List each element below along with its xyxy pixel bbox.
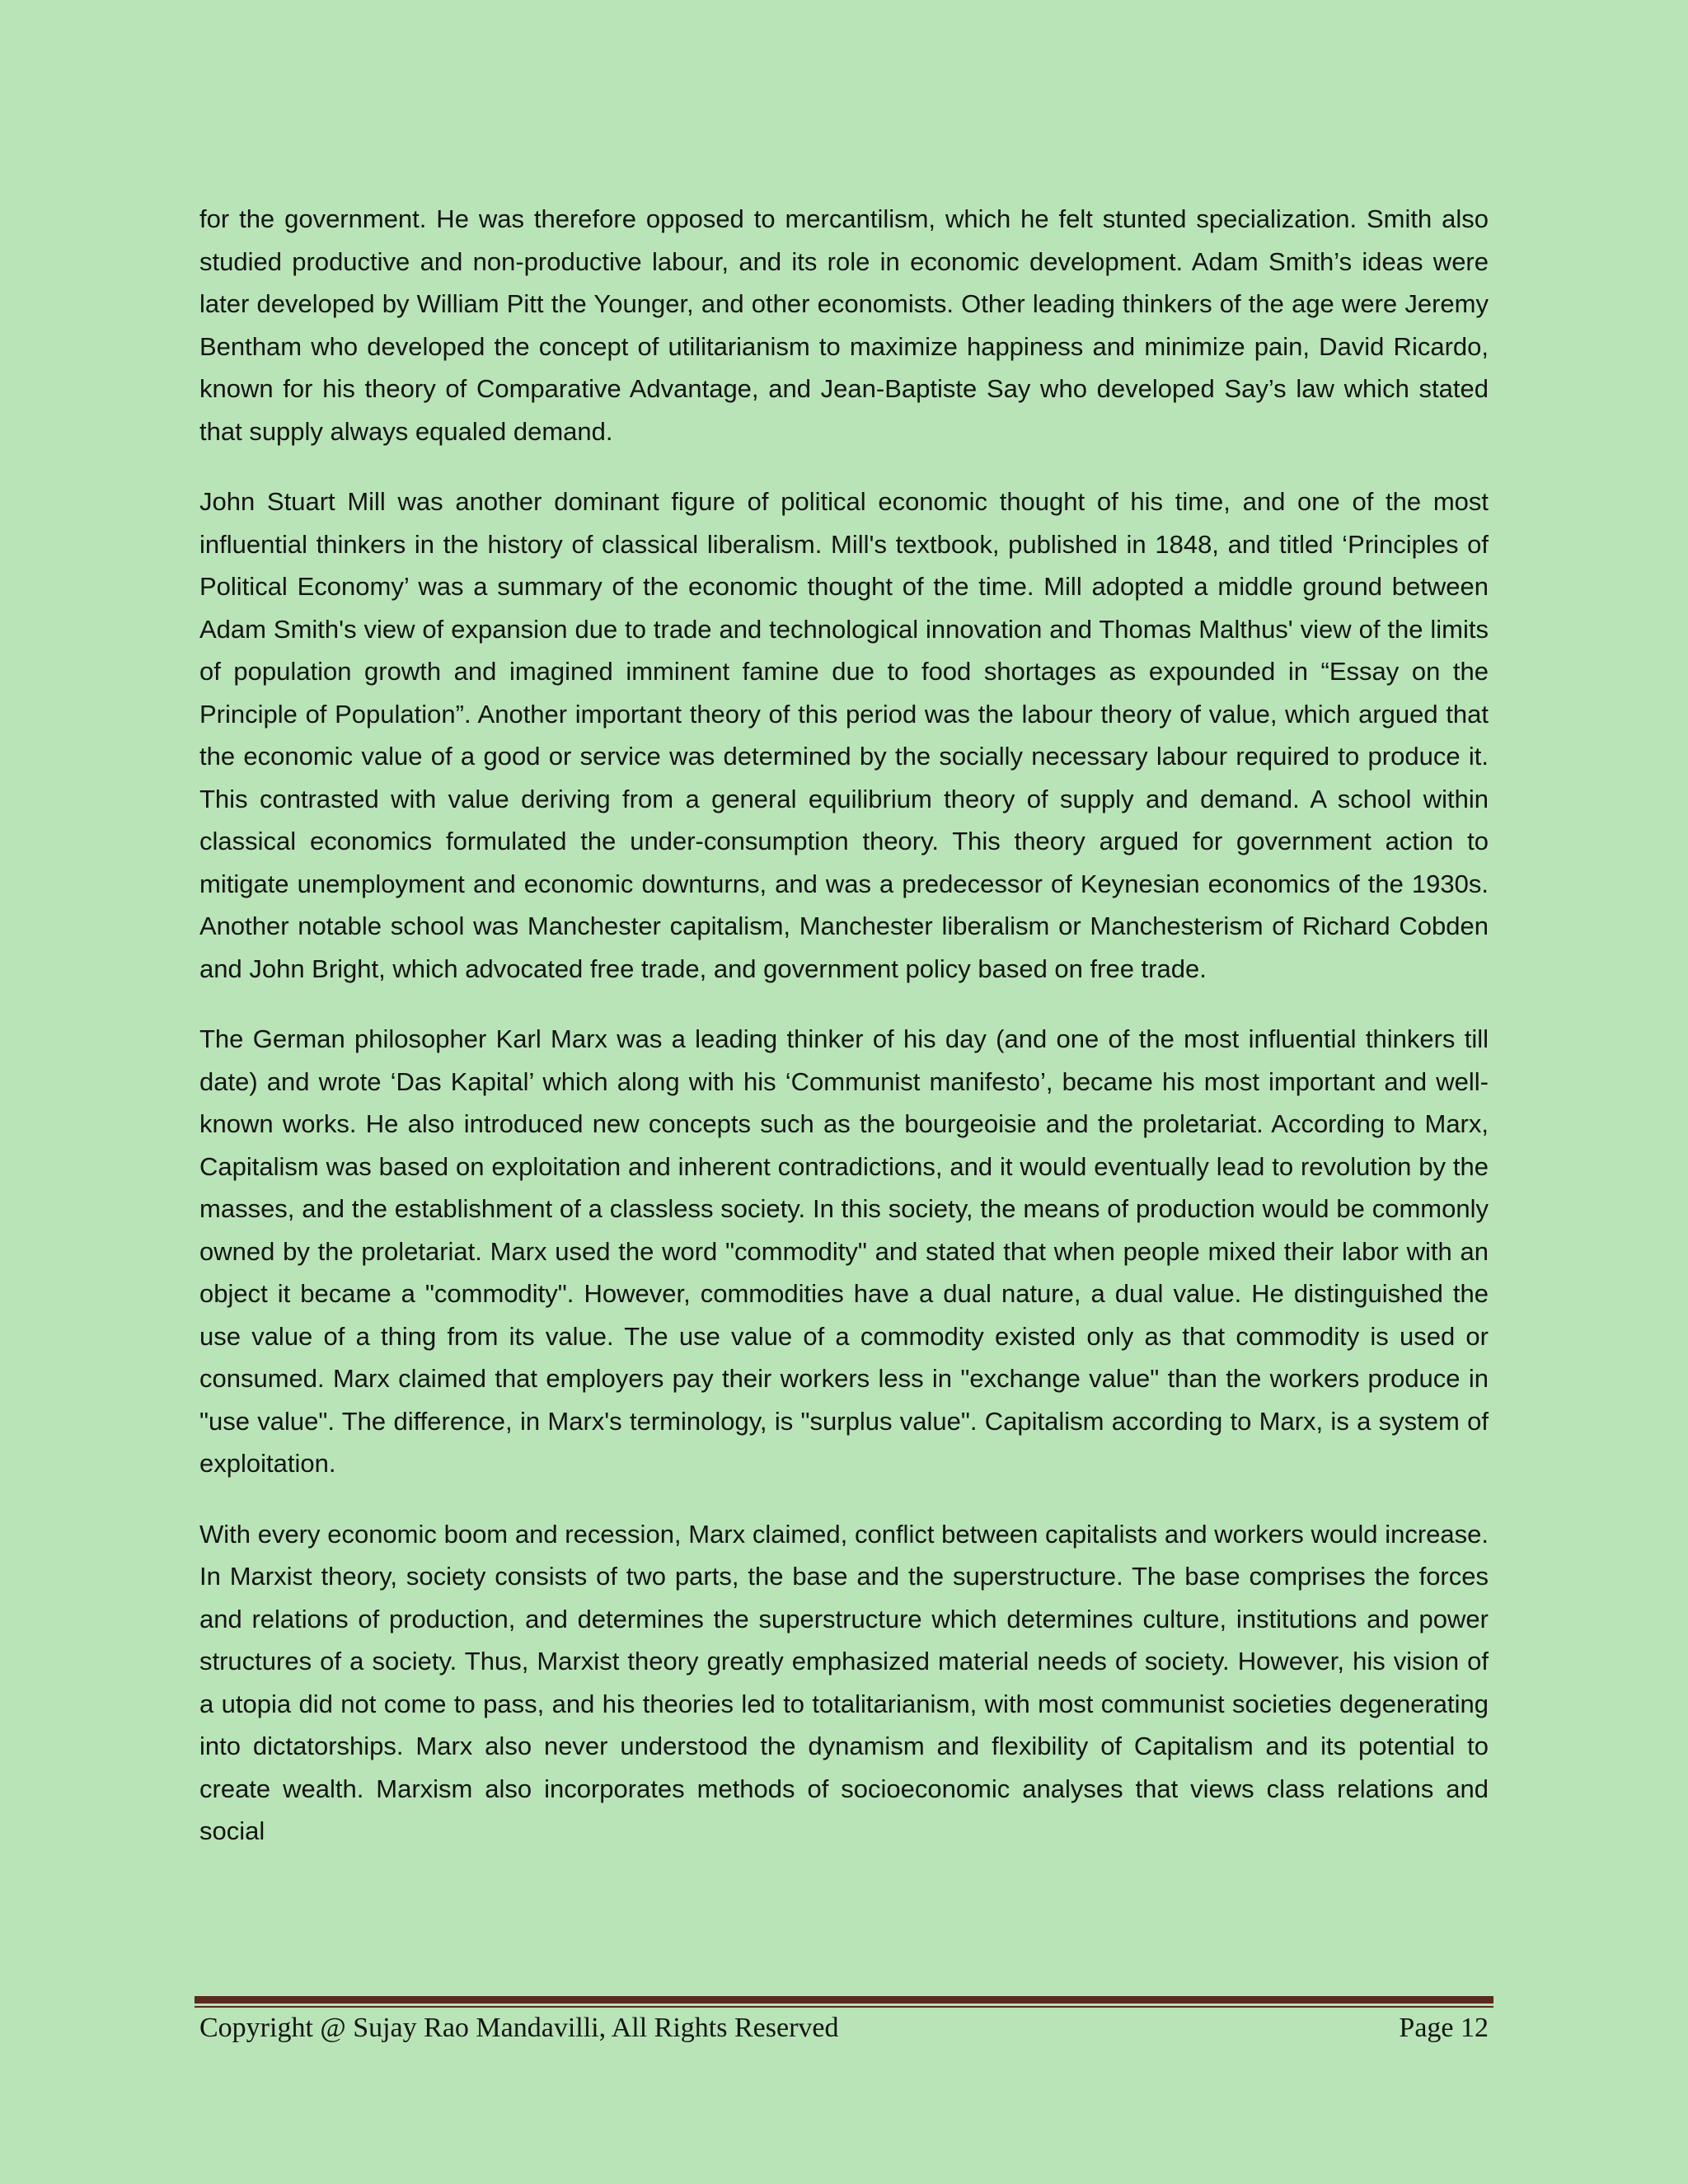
paragraph-john-stuart-mill: John Stuart Mill was another dominant figure of political economic thought of his time, and one of the most influential thinkers in the history of classical liberalism. Mill's textbook, published in 1848, and titled ‘Principles of Political Economy’ was a summary of the economic thought of the time. Mill adopted a middle ground between Adam Smith's view of expansion due to trade and technological innovation and Thomas Malthus' view of the limits of population growth and imagined imminent famine due to food shortages as expounded in “Essay on the Principle of Population”. Another important theory of this period was the labour theory of value, which argued that the economic value of a good or service was determined by the socially necessary labour required to produce it. This contrasted with value deriving from a general equilibrium theory of supply and demand. A school within classical economics formulated the under-consumption theory. This theory argued for government action to mitigate unemployment and economic downturns, and was a predecessor of Keynesian economics of the 1930s. Another notable school was Manchester capitalism, Manchester liberalism or Manchesterism of Richard Cobden and John Bright, which advocated free trade, and government policy based on free trade. [199,487,1489,983]
footer-rule-thick [195,1996,1493,2004]
page-body [199,198,1489,1881]
footer-page-number: Page 12 [1399,2013,1489,2043]
paragraph-marxist-theory: With every economic boom and recession, Marx claimed, conflict between capitalists and workers would increase. In Marxist theory, society consists of two parts, the base and the superstructure. The base comprises the forces and relations of production, and determines the superstructure which determines culture, institutions and power structures of a society. Thus, Marxist theory greatly emphasized material needs of society. However, his vision of a utopia did not come to pass, and his theories led to totalitarianism, with most communist societies degenerating into dictatorships. Marx also never understood the dynamism and flexibility of Capitalism and its potential to create wealth. Marxism also incorporates methods of socioeconomic analyses that views class relations and social [199,1519,1489,1845]
footer-row [195,2008,1493,2044]
paragraph-karl-marx: The German philosopher Karl Marx was a leading thinker of his day (and one of the most influential thinkers till date) and wrote ‘Das Kapital’ which along with his ‘Communist manifesto’, became his most important and well-known works. He also introduced new concepts such as the bourgeoisie and the proletariat. According to Marx, Capitalism was based on exploitation and inherent contradictions, and it would eventually lead to revolution by the masses, and the establishment of a classless society. In this society, the means of production would be commonly owned by the proletariat. Marx used the word "commodity" and stated that when people mixed their labor with an object it became a "commodity". However, commodities have a dual nature, a dual value. He distinguished the use value of a thing from its value. The use value of a commodity existed only as that commodity is used or consumed. Marx claimed that employers pay their workers less in "exchange value" than the workers produce in "use value". The difference, in Marx's terminology, is "surplus value". Capitalism according to Marx, is a system of exploitation. [199,1024,1489,1478]
footer-copyright: Copyright @ Sujay Rao Mandavilli, All Rights Reserved [199,2013,839,2043]
page-footer [195,1996,1493,2044]
paragraph-smith-and-classical-thinkers: for the government. He was therefore opposed to mercantilism, which he felt stunted specialization. Smith also studied productive and non-productive labour, and its role in economic development. Adam Smith’s ideas were later developed by William Pitt the Younger, and other economists. Other leading thinkers of the age were Jeremy Bentham who developed the concept of utilitarianism to maximize happiness and minimize pain, David Ricardo, known for his theory of Comparative Advantage, and Jean-Baptiste Say who developed Say’s law which stated that supply always equaled demand. [199,204,1489,446]
